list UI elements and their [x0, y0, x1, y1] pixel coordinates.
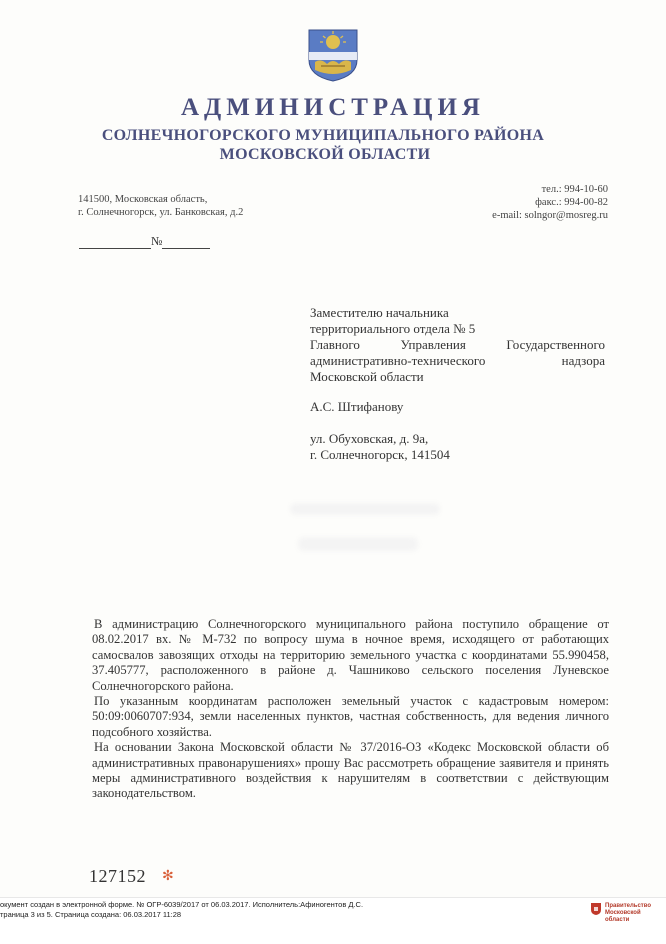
registration-number-blank	[162, 237, 210, 249]
number-sign: №	[151, 234, 163, 248]
redacted-area	[290, 503, 440, 515]
recipient-address-line2: г. Солнечногорск, 141504	[310, 447, 450, 462]
recipient-block	[310, 305, 605, 463]
document-number: 127152	[89, 866, 146, 886]
contact-email: e-mail: solngor@mosreg.ru	[492, 210, 608, 221]
sender-address-line1: 141500, Московская область,	[78, 194, 208, 205]
page-subtitle-line2: МОСКОВСКОЙ ОБЛАСТИ	[219, 146, 431, 163]
recipient-line3: Главного Управления Государственного	[310, 337, 605, 352]
registration-date-blank	[79, 237, 151, 249]
sender-address	[78, 193, 243, 219]
body-paragraph-1: В администрацию Солнечногорского муниципального района поступило обращение от 08.02.2017 вх. № М-732 по вопросу шума в ночное время, исходящего от работающих самосвалов завозящих отходы на территорию земельного участка с координатами 55.990458, 37.405777, расположенного в районе д. Чашниково сельского поселения Луневское Солнечногорского района.	[92, 617, 609, 693]
recipient-line2: территориального отдела № 5	[310, 321, 476, 336]
moscow-region-government-label	[605, 903, 666, 924]
electronic-footer	[0, 897, 666, 944]
stamp-mark-icon: ✻	[162, 869, 174, 884]
coat-of-arms-icon	[307, 28, 359, 82]
gov-label-line1: Правительство	[605, 903, 652, 909]
recipient-address-line1: ул. Обуховская, д. 9а,	[310, 431, 429, 446]
recipient-line5: Московской области	[310, 369, 424, 384]
footer-line2: траница 3 из 5. Страница создана: 06.03.2017 11:28	[0, 910, 182, 919]
contact-tel: тел.: 994-10-60	[541, 184, 608, 195]
sender-contacts	[492, 183, 608, 222]
recipient-name: А.С. Штифанову	[310, 399, 404, 414]
moscow-region-emblem-icon	[590, 902, 602, 916]
page-title: АДМИНИСТРАЦИЯ	[181, 94, 485, 121]
redacted-area	[298, 537, 418, 551]
recipient-line4: административно-технического надзора	[310, 353, 605, 368]
footer-line1: окумент создан в электронной форме. № ОГР-6039/2017 от 06.03.2017. Исполнитель:Афиногентов Д.С.	[0, 900, 364, 909]
registration-line	[79, 234, 210, 249]
gov-label-line2: Московской области	[605, 910, 641, 923]
letter-body	[92, 617, 609, 802]
contact-fax: факс.: 994-00-82	[535, 197, 608, 208]
body-paragraph-2: По указанным координатам расположен земельный участок с кадастровым номером: 50:09:0060707:934, земли населенных пунктов, частная собственность, для ведения личного подсобного хозяйства.	[92, 694, 609, 739]
body-paragraph-3: На основании Закона Московской области № 37/2016-ОЗ «Кодекс Московской области об административных правонарушениях» прошу Вас рассмотреть обращение заявителя и принять меры административного воздействия к нарушителям в соответствии с действующим законодательством.	[92, 740, 609, 801]
page-subtitle-line1: СОЛНЕЧНОГОРСКОГО МУНИЦИПАЛЬНОГО РАЙОНА	[101, 127, 545, 144]
recipient-line1: Заместителю начальника	[310, 305, 449, 320]
sender-address-line2: г. Солнечногорск, ул. Банковская, д.2	[78, 207, 244, 218]
